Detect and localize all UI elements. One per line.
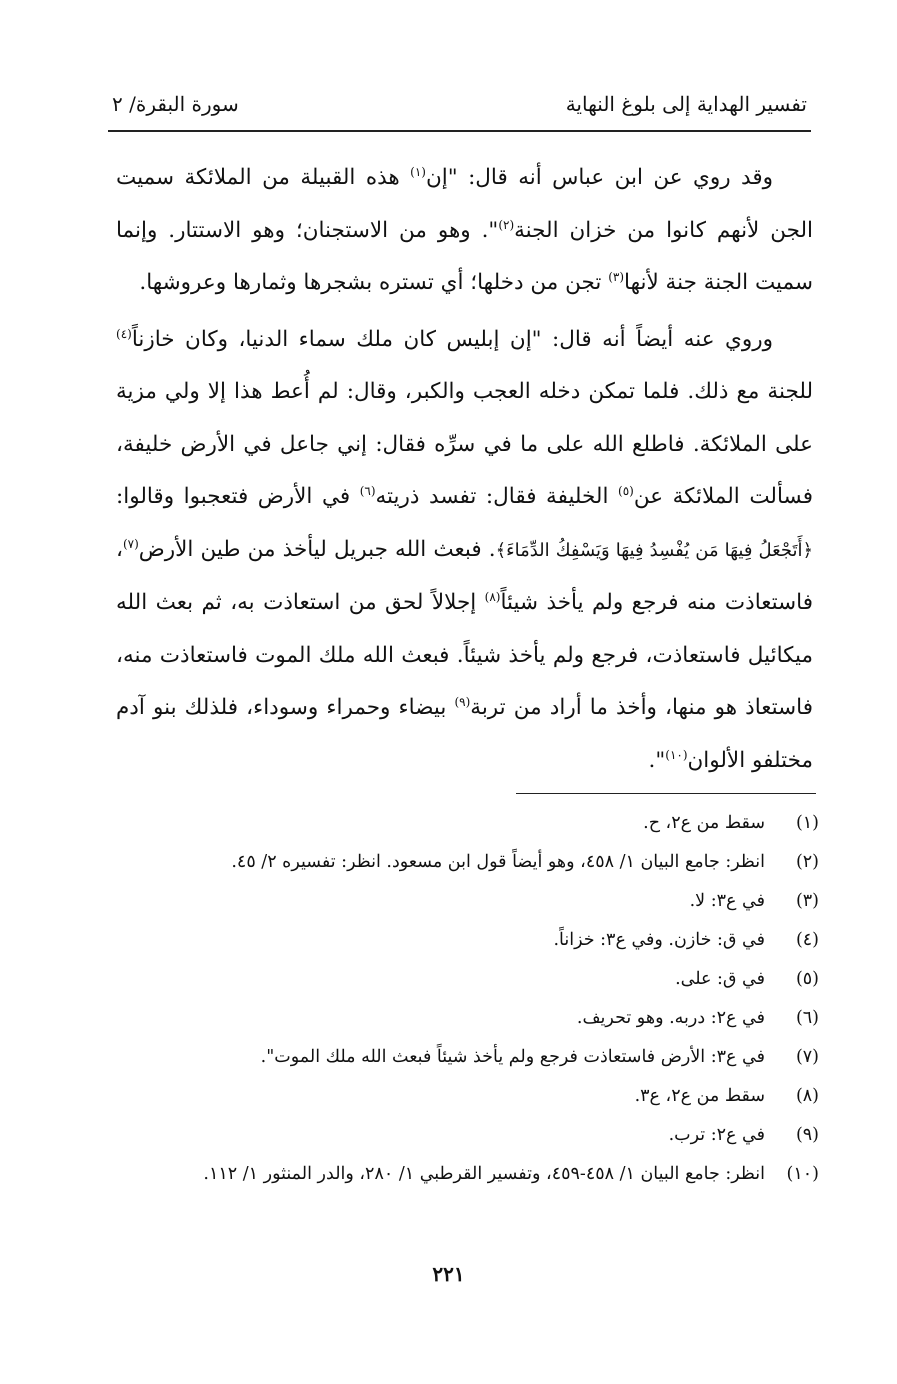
footnote-separator bbox=[516, 793, 816, 794]
footnote-text: انظر: جامع البيان ١/ ٤٥٨-٤٥٩، وتفسير القرطبي ١/ ٢٨٠، والدر المنثور ١/ ١١٢. bbox=[203, 1164, 765, 1184]
footnote bbox=[116, 1125, 819, 1164]
quran-verse: ﴿أَتَجْعَلُ فِيهَا مَن يُفْسِدُ فِيهَا وَيَسْفِكُ الدِّمَاءَ﴾ bbox=[495, 539, 813, 561]
footnote-ref: (٦) bbox=[359, 483, 376, 498]
footnote bbox=[116, 891, 819, 930]
footnote-text: في ع٢: ترب. bbox=[668, 1125, 765, 1145]
footnote-ref: (٧) bbox=[122, 536, 139, 551]
footnote-number: (٩) bbox=[795, 1125, 819, 1145]
footnote-text: في ق: خازن. وفي ع٣: خزاناً. bbox=[553, 930, 765, 950]
text-run: وقد روي عن ابن عباس أنه قال: "إن bbox=[425, 165, 773, 190]
text-run: إجلالاً لحق من استعاذت به، ثم بعث الله ميكائيل فاستعاذت، فرجع ولم يأخذ شيئاً. فبعث الله ملك الموت فاستعاذت منه، فاستعاذ هو منها، وأخذ ما أراد من تربة bbox=[116, 590, 813, 720]
footnote-text: في ق: على. bbox=[675, 969, 765, 989]
text-run: الخليفة فقال: تفسد ذريته bbox=[375, 484, 619, 509]
footnote-text: سقط من ع٢، ع٣. bbox=[634, 1086, 765, 1106]
footnote bbox=[116, 930, 819, 969]
text-run: في الأرض فتعجبوا وقالوا: bbox=[116, 484, 360, 509]
text-run: وروي عنه أيضاً أنه قال: "إن إبليس كان ملك سماء الدنيا، وكان خازناً bbox=[131, 326, 773, 352]
footnote bbox=[116, 1047, 819, 1086]
footnote-ref: (١٠) bbox=[665, 747, 688, 762]
footnote-ref: (١) bbox=[410, 164, 426, 179]
text-run: ". bbox=[648, 747, 666, 773]
book-title: تفسير الهداية إلى بلوغ النهاية bbox=[565, 92, 807, 116]
running-header bbox=[112, 92, 807, 116]
footnote-ref: (٤) bbox=[116, 326, 132, 341]
footnote-number: (٤) bbox=[795, 930, 819, 950]
main-text bbox=[116, 152, 813, 791]
page-number: ٢٢١ bbox=[432, 1262, 465, 1286]
footnote-number: (١) bbox=[795, 813, 819, 833]
footnote bbox=[116, 1008, 819, 1047]
footnote-number: (٨) bbox=[795, 1086, 819, 1106]
text-run: تجن من دخلها؛ أي تستره بشجرها وثمارها وعروشها. bbox=[139, 270, 609, 295]
footnote bbox=[116, 1164, 819, 1203]
footnote-number: (٥) bbox=[795, 969, 819, 989]
footnote-ref: (٨) bbox=[484, 589, 501, 604]
text-run: . فبعث الله جبريل ليأخذ من طين الأرض bbox=[138, 536, 496, 562]
footnote-text: سقط من ع٢، ح. bbox=[643, 813, 765, 833]
footnote bbox=[116, 969, 819, 1008]
surah-label: سورة البقرة/ ٢ bbox=[112, 92, 239, 116]
footnote-text: في ع٢: دربه. وهو تحريف. bbox=[576, 1008, 765, 1028]
text-run: بيضاء وحمراء وسوداء، فلذلك بنو آدم مختلفو الألوان bbox=[116, 695, 813, 773]
paragraph-1 bbox=[116, 152, 813, 310]
footnote-ref: (٢) bbox=[498, 217, 515, 232]
footnote-text: في ع٣: الأرض فاستعاذت فرجع ولم يأخذ شيئاً فبعث الله ملك الموت". bbox=[260, 1047, 765, 1067]
header-rule bbox=[108, 130, 811, 132]
footnote-ref: (٩) bbox=[454, 694, 471, 709]
footnote bbox=[116, 1086, 819, 1125]
footnote-number: (١٠) bbox=[786, 1164, 819, 1184]
paragraph-2 bbox=[116, 314, 813, 788]
text-run: ، فاستعاذت منه فرجع ولم يأخذ شيئاً bbox=[116, 536, 813, 615]
text-run: للجنة مع ذلك. فلما تمكن دخله العجب والكبر، وقال: لم أُعط هذا إلا ولي مزية على الملائكة. فاطلع الله على ما في سرِّه فقال: إني جاعل في الأرض خليفة، فسألت الملائكة عن bbox=[116, 379, 813, 509]
footnote-ref: (٣) bbox=[608, 269, 625, 284]
footnote bbox=[116, 813, 819, 852]
footnote bbox=[116, 852, 819, 891]
footnote-text: في ع٣: لا. bbox=[689, 891, 765, 911]
footnote-number: (٦) bbox=[795, 1008, 819, 1028]
text-run: هذه القبيلة من الملائكة سميت الجن لأنهم كانوا من خزان الجنة bbox=[116, 165, 813, 243]
footnotes bbox=[116, 813, 819, 1203]
footnote-number: (٢) bbox=[795, 852, 819, 872]
footnote-number: (٧) bbox=[795, 1047, 819, 1067]
text-run: ". وهو من الاستجنان؛ وهو الاستتار. وإنما سميت الجنة جنة لأنها bbox=[116, 217, 813, 295]
footnote-number: (٣) bbox=[795, 891, 819, 911]
footnote-ref: (٥) bbox=[618, 483, 634, 498]
footnote-text: انظر: جامع البيان ١/ ٤٥٨، وهو أيضاً قول ابن مسعود. انظر: تفسيره ٢/ ٤٥. bbox=[231, 852, 765, 872]
